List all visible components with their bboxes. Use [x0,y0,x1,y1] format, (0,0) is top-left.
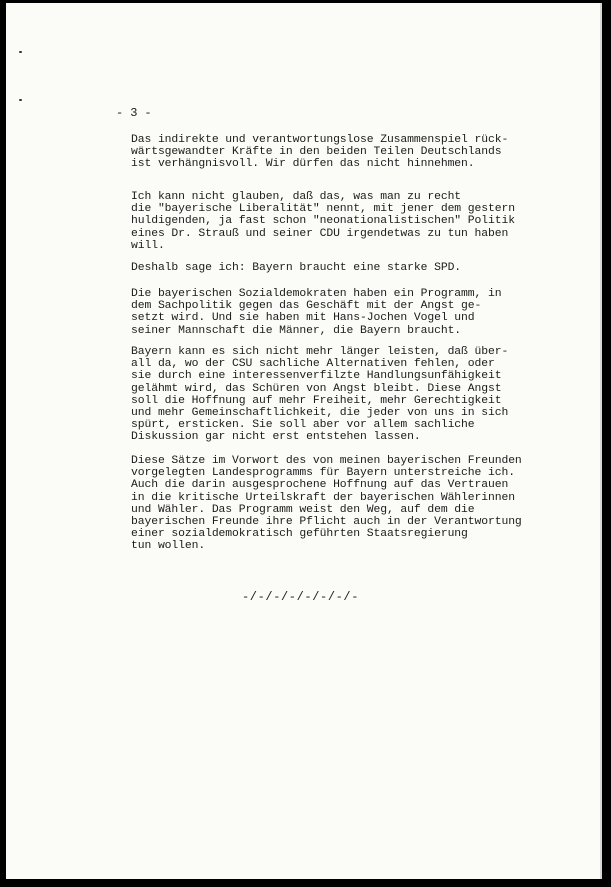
scan-speck [19,99,22,101]
paragraph-6: Diese Sätze im Vorwort des von meinen bayerischen Freunden vorgelegten Landesprogramms für Bayern unterstreiche ich. Auch die darin ausgesprochene Hoffnung auf das Vertrauen in die kritische Urteilskraft der bayerischen Wählerinnen und Wähler. Das Programm weist den Weg, auf dem die bayerischen Freunde ihre Pflicht auch in der Verantwortung einer sozialdemokratisch geführten Staatsregierung tun wollen. [131,455,522,553]
scan-speck [19,51,22,53]
paragraph-3: Deshalb sage ich: Bayern braucht eine starke SPD. [131,262,462,274]
page-edge [600,3,602,879]
end-mark: -/-/-/-/-/-/-/- [242,590,360,604]
paragraph-4: Die bayerischen Sozialdemokraten haben ein Programm, in dem Sachpolitik gegen das Geschäft mit der Angst ge- setzt wird. Und sie haben mit Hans-Jochen Vogel und seiner Mannschaft die Männer, die Bayern braucht. [131,288,502,337]
document-page [6,3,602,879]
paragraph-1: Das indirekte und verantwortungslose Zusammenspiel rück- wärtsgewandter Kräfte in den beiden Teilen Deutschlands ist verhängnisvoll. Wir dürfen das nicht hinnehmen. [131,134,509,171]
paragraph-2: Ich kann nicht glauben, daß das, was man zu recht die "bayerische Liberalität" nennt, mit jener dem gestern huldigenden, ja fast schon "neonationalistischen" Politik eines Dr. Strauß und seiner CDU irgendetwas zu tun haben will. [131,191,515,252]
paragraph-5: Bayern kann es sich nicht mehr länger leisten, daß über- all da, wo der CSU sachliche Alternativen fehlen, oder sie durch eine interessenverfilzte Handlungsunfähigkeit gelähmt wird, das Schüren von Angst bleibt. Diese Angst soll die Hoffnung auf mehr Freiheit, mehr Gerechtigkeit und mehr Gemeinschaftlichkeit, die jeder von uns in sich spürt, ersticken. Sie soll aber vor allem sachliche Diskussion gar nicht erst entstehen lassen. [131,346,509,444]
page-number: - 3 - [116,106,152,120]
